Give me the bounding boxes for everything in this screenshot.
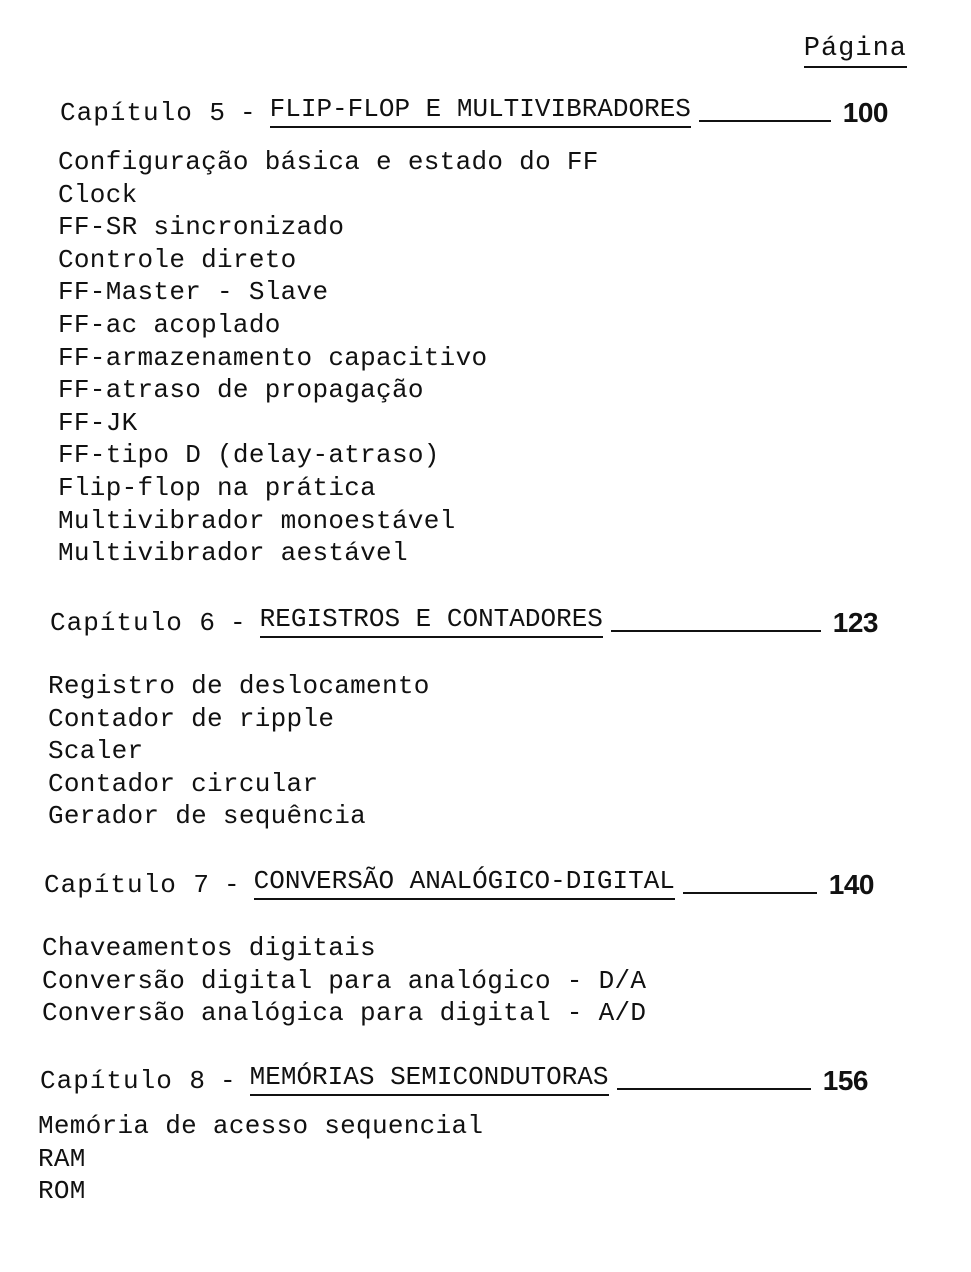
dot-leader — [699, 119, 831, 122]
chapter-page-number: 100 — [842, 97, 888, 128]
list-item: FF-JK — [58, 407, 138, 438]
chapter-dash: - — [230, 608, 246, 638]
list-item: Multivibrador monoestável — [58, 505, 456, 536]
chapter-label: Capítulo 5 — [60, 98, 227, 128]
list-item: FF-tipo D (delay-atraso) — [58, 440, 440, 471]
list-item: Controle direto — [58, 244, 297, 275]
chapter-5-items — [58, 146, 599, 570]
chapter-6-items — [48, 670, 430, 833]
chapter-label: Capítulo 6 — [50, 608, 217, 638]
chapter-title: CONVERSÃO ANALÓGICO-DIGITAL — [254, 866, 675, 900]
list-item: Configuração básica e estado do FF — [58, 147, 599, 177]
list-item: Memória de acesso sequencial — [38, 1111, 484, 1141]
list-item: FF-atraso de propagação — [58, 375, 424, 406]
list-item: FF-Master - Slave — [58, 277, 329, 308]
chapter-8-heading — [40, 1062, 868, 1096]
dot-leader — [617, 1087, 811, 1090]
chapter-dash: - — [240, 98, 256, 128]
dot-leader — [611, 629, 821, 632]
chapter-page-number: 156 — [822, 1065, 868, 1096]
chapter-dash: - — [220, 1066, 236, 1096]
list-item: Multivibrador aestável — [58, 538, 408, 569]
chapter-dash: - — [224, 870, 240, 900]
list-item: Flip-flop na prática — [58, 472, 377, 503]
chapter-title: FLIP-FLOP E MULTIVIBRADORES — [270, 94, 691, 128]
chapter-5-heading — [60, 94, 888, 128]
list-item: Contador de ripple — [48, 703, 335, 734]
list-item: RAM — [38, 1143, 86, 1174]
chapter-title: MEMÓRIAS SEMICONDUTORAS — [250, 1062, 609, 1096]
list-item: Chaveamentos digitais — [42, 933, 376, 963]
list-item: ROM — [38, 1176, 86, 1207]
list-item: Scaler — [48, 736, 144, 767]
list-item: FF-ac acoplado — [58, 309, 281, 340]
list-item: FF-SR sincronizado — [58, 212, 345, 243]
chapter-7-heading — [44, 866, 874, 900]
page-column-label: Página — [804, 34, 907, 68]
list-item: Conversão digital para analógico - D/A — [42, 965, 647, 996]
dot-leader — [683, 891, 817, 894]
chapter-8-items — [38, 1110, 483, 1208]
list-item: Registro de deslocamento — [48, 671, 430, 701]
chapter-label: Capítulo 7 — [44, 870, 211, 900]
chapter-page-number: 140 — [828, 869, 874, 900]
list-item: Clock — [58, 179, 138, 210]
list-item: Gerador de sequência — [48, 801, 367, 832]
list-item: Contador circular — [48, 768, 319, 799]
chapter-6-heading — [50, 604, 878, 638]
chapter-title: REGISTROS E CONTADORES — [260, 604, 603, 638]
chapter-page-number: 123 — [832, 607, 878, 638]
chapter-label: Capítulo 8 — [40, 1066, 207, 1096]
list-item: FF-armazenamento capacitivo — [58, 342, 488, 373]
chapter-7-items — [42, 932, 646, 1030]
list-item: Conversão analógica para digital - A/D — [42, 998, 647, 1029]
